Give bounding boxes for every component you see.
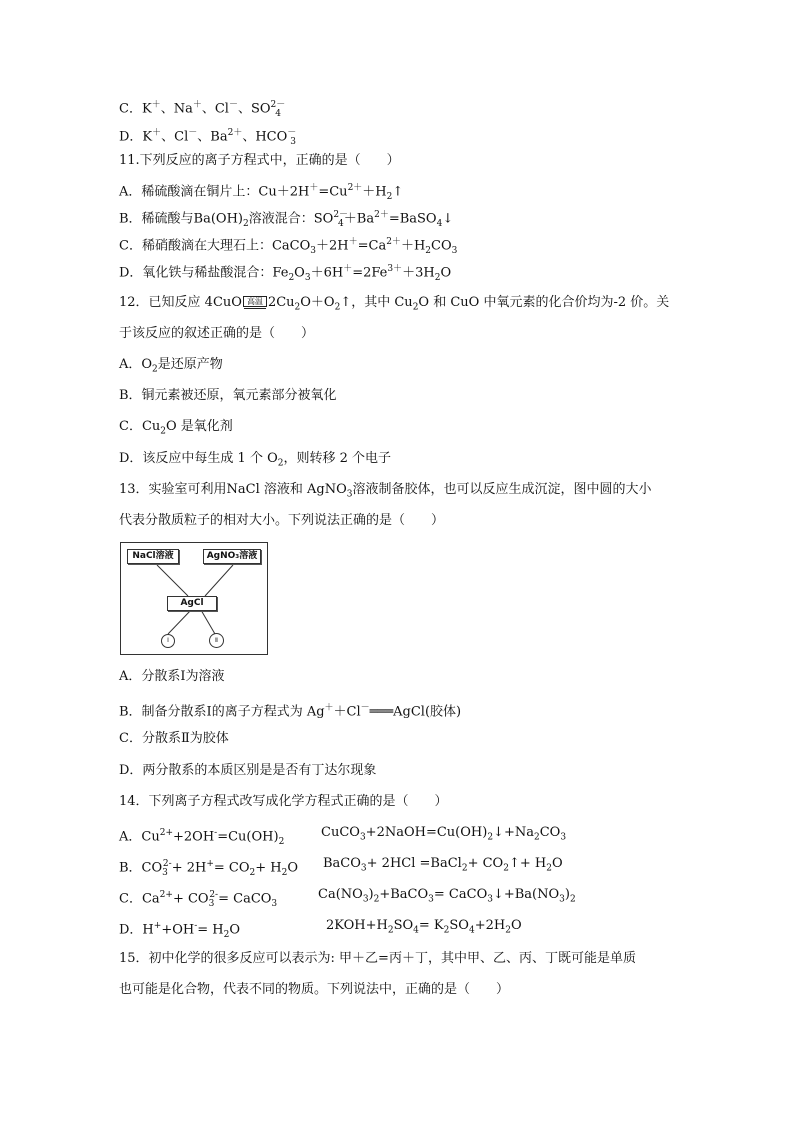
q14-option-a-chemical: $CuCO_3+2NaOH=Cu(OH)_2↓+Na_2CO_3$ (321, 825, 567, 843)
question-15-line-2: 也可能是化合物，代表不同的物质。下列说法中，正确的是（ ） (119, 982, 510, 997)
connector-nacl (157, 565, 188, 596)
q13-option-b: B．制备分散系Ⅰ的离子方程式为 Ag＋＋Cl－═══AgCl(胶体) (119, 703, 462, 720)
q11-option-b: B．稀硫酸与$Ba(OH)_2$溶液混合：$SO^{2-}_4+Ba^{2+}=BaSO_4↓$ (119, 210, 454, 229)
q14-option-c-ionic: C．$Ca^{2+}+ CO_3^{2-}=$ CaCO$_3$ (119, 890, 278, 909)
q13-option-a: A．分散系Ⅰ为溶液 (119, 669, 225, 684)
q14-option-d-ionic: D．$H^++OH^-= H_2O$ (119, 921, 241, 940)
nacl-solution-box: NaCl溶液 (127, 549, 179, 564)
question-14: 14．下列离子方程式改写成化学方程式正确的是（ ） (119, 794, 448, 809)
agno3-solution-box: AgNO₃溶液 (203, 549, 261, 564)
q14-option-b-chemical: BaCO$_3$+ 2HCl =BaCl$_2$+ $CO_2↑+ H_2O$ (323, 856, 563, 874)
q13-option-c: C．分散系Ⅱ为胶体 (119, 731, 229, 746)
reaction-condition-box: 高温 (243, 296, 267, 307)
q11-option-a: A．稀硫酸滴在铜片上：$Cu+2H^+=Cu^{2+}+H_2↑$ (119, 183, 404, 202)
connector-agno3 (205, 565, 233, 596)
agcl-box: AgCl (167, 596, 217, 611)
question-13-line-2: 代表分散质粒子的相对大小。下列说法正确的是（ ） (119, 513, 445, 528)
q14-option-a-ionic: A．$Cu^{2+}+2OH^-=Cu(OH)_2$ (119, 828, 285, 847)
connector-circle-1 (168, 610, 191, 634)
q12-option-d: D．该反应中每生成 1 个 $O_2$，则转移 2 个电子 (119, 451, 392, 469)
dispersion-ii-circle: Ⅱ (209, 633, 224, 648)
q11-option-d: D．氧化铁与稀盐酸混合：$Fe_2O_3+6H^+=2Fe^{3+}+3H_2O$ (119, 264, 452, 283)
question-13-line-1: 13．实验室可利用NaCl 溶液和 AgNO$_3$溶液制备胶体，也可以反应生成沉淀，图中圆的大小 (119, 482, 652, 500)
question-15-line-1: 15．初中化学的很多反应可以表示为: 甲＋乙=丙＋丁，其中甲、乙、丙、丁既可能是单质 (119, 951, 636, 966)
q12-option-a: A．$O_2$是还原产物 (119, 357, 223, 375)
q12-option-c: C．$Cu_2O$ 是氧化剂 (119, 419, 233, 437)
connector-circle-2 (201, 610, 215, 634)
q12-option-b: B．铜元素被还原，氧元素部分被氧化 (119, 388, 337, 403)
option-d-prev: D．K＋、Cl－、$Ba^{2+}$、$HCO^-_3$ (119, 128, 297, 147)
dispersion-i-circle: Ⅰ (161, 634, 175, 648)
option-c-prev: C．K＋、Na＋、Cl－、$SO^{2-}_4$ (119, 100, 286, 119)
q14-option-b-ionic: B．$CO_3^{2-}+ 2H^+= CO_2+ H_2O$ (119, 859, 299, 878)
question-12-line-1: 12．已知反应 4CuO 高温 $2Cu_2O+O_2↑$，其中 $Cu_2O$ 和 CuO 中氧元素的化合价均为-2 价。关 (119, 295, 670, 313)
dispersion-diagram (120, 542, 268, 655)
question-12-line-2: 于该反应的叙述正确的是（ ） (119, 326, 315, 341)
q11-option-c: C．稀硝酸滴在大理石上：$CaCO_3+2H^+=Ca^{2+}+H_2CO_3$ (119, 237, 458, 256)
q14-option-c-chemical: $Ca(NO_3)_2+BaCO_3=$ $CaCO_3↓+Ba(NO_3)_2$ (318, 887, 576, 905)
q13-option-d: D．两分散系的本质区别是是否有丁达尔现象 (119, 763, 377, 778)
q14-option-d-chemical: $2KOH+H_2SO_4= K_2SO_4+2H_2O$ (326, 918, 522, 936)
question-11: 11.下列反应的离子方程式中，正确的是（ ） (119, 153, 400, 168)
